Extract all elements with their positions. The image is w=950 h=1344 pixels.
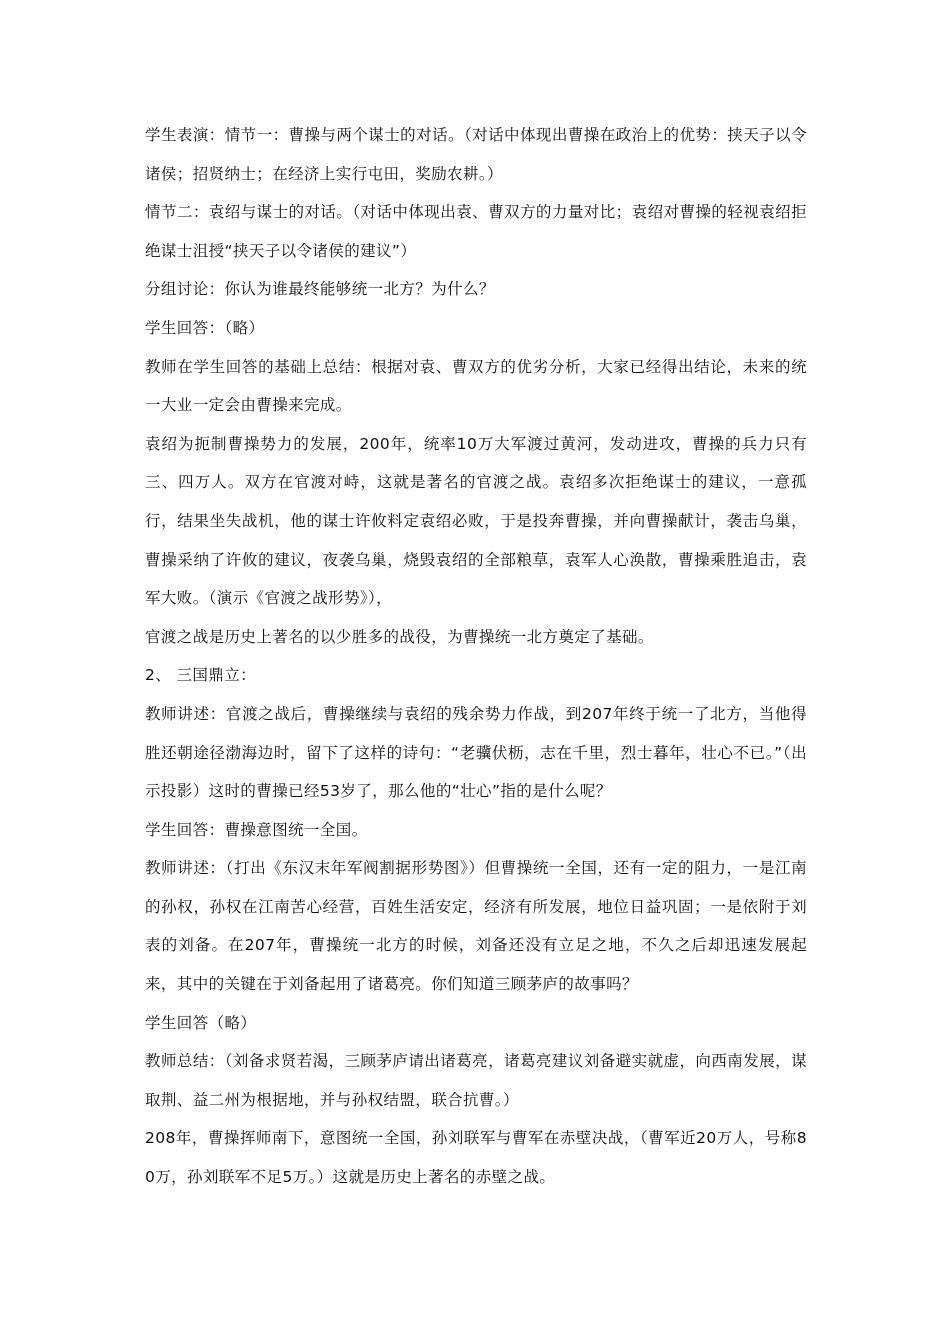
paragraph-student-answer-2: 学生回答：曹操意图统一全国。: [145, 820, 368, 839]
paragraph-teacher-summary-2: 教师总结：（刘备求贤若渴，三顾茅庐请出诸葛亮，诸葛亮建议刘备避实就虚，向西南发展，谋取荆、益二州为根据地，并与孙权结盟，联合抗曹。）: [145, 1052, 807, 1109]
document-body: [145, 116, 807, 1197]
paragraph-guandu-significance: 官渡之战是历史上著名的以少胜多的战役，为曹操统一北方奠定了基础。: [145, 627, 654, 646]
paragraph-chibi-battle: 208年，曹操挥师南下，意图统一全国，孙刘联军与曹军在赤壁决战，（曹军近20万人，号称80万，孙刘联军不足5万。）这就是历史上著名的赤壁之战。: [145, 1129, 807, 1187]
section-heading-three-kingdoms: 2、 三国鼎立：: [145, 666, 256, 685]
paragraph-teacher-summary-1: 教师在学生回答的基础上总结：根据对袁、曹双方的优劣分析，大家已经得出结论，未来的统一大业一定会由曹操来完成。: [145, 357, 807, 415]
paragraph-teacher-narration-2: 教师讲述：（打出《东汉末年军阀割据形势图》）但曹操统一全国，还有一定的阻力，一是江南的孙权，孙权在江南苦心经营，百姓生活安定，经济有所发展，地位日益巩固；一是依附于刘表的刘备。在207年，曹操统一北方的时候，刘备还没有立足之地，不久之后却迅速发展起来，其中的关键在于刘备起用了诸葛亮。你们知道三顾茅庐的故事吗？: [145, 859, 807, 994]
paragraph-guandu-battle: 袁绍为扼制曹操势力的发展，200年，统率10万大军渡过黄河，发动进攻，曹操的兵力只有三、四万人。双方在官渡对峙，这就是著名的官渡之战。袁绍多次拒绝谋士的建议，一意孤行，结果坐失战机，他的谋士许攸料定袁绍必败，于是投奔曹操，并向曹操献计，袭击乌巢，曹操采纳了许攸的建议，夜袭乌巢，烧毁袁绍的全部粮草，袁军人心涣散，曹操乘胜追击，袁军大败。（演示《官渡之战形势》），: [145, 434, 807, 608]
paragraph-teacher-narration-1: 教师讲述：官渡之战后，曹操继续与袁绍的残余势力作战，到207年终于统一了北方，当他得胜还朝途径渤海边时，留下了这样的诗句：“老骥伏枥，志在千里，烈士暮年，壮心不已。”（出示投影）这时的曹操已经53岁了，那么他的“壮心”指的是什么呢？: [145, 704, 807, 801]
paragraph-student-performance-2: 情节二：袁绍与谋士的对话。（对话中体现出袁、曹双方的力量对比；袁绍对曹操的轻视袁绍拒绝谋士沮授“挟天子以令诸侯的建议”）: [145, 203, 807, 260]
paragraph-student-performance-1: 学生表演：情节一：曹操与两个谋士的对话。（对话中体现出曹操在政治上的优势：挟天子以令诸侯；招贤纳士；在经济上实行屯田，奖励农耕。）: [145, 126, 807, 183]
paragraph-group-discussion: 分组讨论：你认为谁最终能够统一北方？为什么？: [145, 280, 495, 299]
paragraph-student-answer-1: 学生回答：（略）: [145, 318, 265, 337]
paragraph-student-answer-3: 学生回答（略）: [145, 1013, 257, 1032]
